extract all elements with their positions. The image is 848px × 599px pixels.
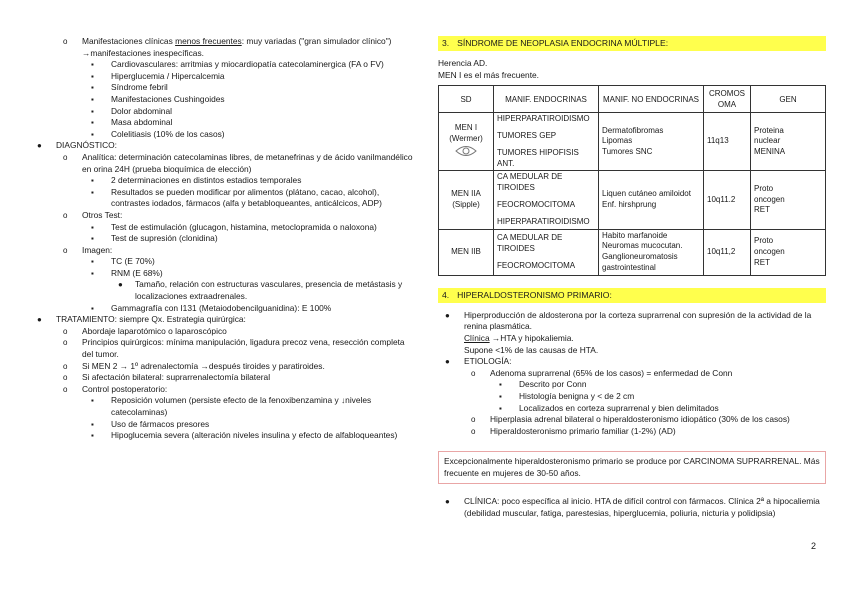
bullet-square: ▪ (91, 396, 94, 406)
endo-cell: CA MEDULAR DE TIROIDES FEOCROMOCITOMA HIPERPARATIROIDISMO (494, 171, 599, 229)
sd-cell: MEN I (Wermer) (439, 113, 494, 171)
bullet-circle: o (63, 384, 68, 394)
list-item: ▪ RNM (E 68%) (91, 267, 163, 278)
noendo-cell: Dermatofibromas Lipomas Tumores SNC (599, 113, 704, 171)
list-item: ▪ Síndrome febril (91, 82, 168, 93)
bullet-circle: o (471, 368, 476, 378)
col-header: MANIF. ENDOCRINAS (494, 86, 599, 113)
bullet-square: ▪ (499, 380, 502, 390)
bullet-dot: ● (37, 141, 42, 151)
list-item: o Si MEN 2 → 1º adrenalectomía →después tiroides y paratiroides. (63, 360, 325, 371)
bullet-circle: o (471, 415, 476, 425)
endo-cell: HIPERPARATIROIDISMO TUMORES GEP TUMORES HIPOFISIS ANT. (494, 113, 599, 171)
bullet-square: ▪ (91, 71, 94, 81)
list-item: ▪ Descrito por Conn (499, 379, 587, 390)
bullet-square: ▪ (91, 268, 94, 278)
bullet-square: ▪ (91, 83, 94, 93)
list-item: o Abordaje laparotómico o laparoscópico (63, 325, 227, 336)
bullet-circle: o (63, 373, 68, 383)
gen-cell: Proteina nuclear MENINA (751, 113, 826, 171)
bullet-circle: o (63, 152, 68, 162)
list-item: ● CLÍNICA: poco específica al inicio. HTA de difícil control con fármacos. Clínica 2ª a hipocaliemia (debilidad muscular, fatiga, parestesias, hiperglucemia, poliuria, nicturia y polidipsia) (445, 496, 820, 519)
bullet-square: ▪ (91, 60, 94, 70)
bullet-square: ▪ (91, 129, 94, 139)
bullet-square: ▪ (499, 403, 502, 413)
bullet-circle: o (63, 210, 68, 220)
list-item: ▪ Resultados se pueden modificar por alimentos (plátano, cacao, alcohol), contrastes iodados, fármacos (alfa y betabloqueantes, anticálcicos, ADP) (91, 186, 382, 209)
men1-frequency-text: MEN I es el más frecuente. (438, 69, 540, 80)
bullet-dot: ● (445, 310, 450, 320)
list-item: ▪ Uso de fármacos presores (91, 418, 210, 429)
bullet-square: ▪ (91, 94, 94, 104)
list-item: ● Tamaño, relación con estructuras vasculares, presencia de metástasis y localizaciones extraadrenales. (118, 279, 403, 302)
bullet-dot: ● (118, 280, 123, 290)
herencia-text: Herencia AD. (438, 58, 488, 68)
list-item: o Si afectación bilateral: suprarrenalectomía bilateral (63, 372, 271, 383)
col-header: CROMOSOMA (704, 86, 751, 113)
bullet-circle: o (63, 361, 68, 371)
bullet-circle: o (63, 326, 68, 336)
tratamiento-heading: ● TRATAMIENTO: siempre Qx. Estrategia quirúrgica: (37, 314, 246, 325)
bullet-dot: ● (445, 497, 450, 507)
bullet-square: ▪ (91, 419, 94, 429)
list-item: ▪ TC (E 70%) (91, 256, 155, 267)
cromo-cell: 10q11,2 (704, 229, 751, 275)
manif-underlined: menos frecuentes (175, 36, 242, 46)
list-item: o Analítica: determinación catecolaminas libres, de metanefrinas y de ácido vanilmandélico en orina 24H (prueba bioquímica de elección) (63, 151, 413, 174)
table-row (439, 113, 826, 171)
section-3-heading: 3. SÍNDROME DE NEOPLASIA ENDOCRINA MÚLTIPLE: (438, 36, 826, 51)
sd-cell: MEN IIB (439, 229, 494, 275)
list-item: ▪ Hiperglucemia / Hipercalcemia (91, 70, 225, 81)
eye-icon (455, 145, 477, 161)
bullet-dot: ● (37, 315, 42, 325)
bullet-square: ▪ (91, 187, 94, 197)
cromo-cell: 11q13 (704, 113, 751, 171)
bullet-circle: o (63, 245, 68, 255)
col-header: GEN (751, 86, 826, 113)
list-item: ▪ 2 determinaciones en distintos estadios temporales (91, 175, 302, 186)
list-item: ▪ Dolor abdominal (91, 105, 172, 116)
bullet-square: ▪ (91, 257, 94, 267)
list-item: o Principios quirúrgicos: mínima manipulación, ligadura precoz vena, resección completa del tumor. (63, 337, 405, 360)
sd-cell: MEN IIA (Sipple) (439, 171, 494, 229)
col-header: SD (439, 86, 494, 113)
page-number: 2 (810, 541, 816, 551)
table-row (439, 171, 826, 229)
bullet-square: ▪ (91, 176, 94, 186)
bullet-circle: o (63, 37, 68, 46)
list-item: o Adenoma suprarrenal (65% de los casos) = enfermedad de Conn (471, 367, 733, 378)
noendo-cell: Liquen cutáneo amiloidot Enf. hirshprung (599, 171, 704, 229)
cromo-cell: 10q11.2 (704, 171, 751, 229)
bullet-square: ▪ (91, 118, 94, 128)
list-item: ▪ Colelitiasis (10% de los casos) (91, 128, 225, 139)
list-item: ● ETIOLOGÍA: (445, 356, 512, 367)
bullet-square: ▪ (91, 431, 94, 441)
manif-item: o Manifestaciones clínicas menos frecuentes: muy variadas ("gran simulador clínico") →manifestaciones inespecíficas. (63, 36, 392, 58)
list-item: ▪ Reposición volumen (persiste efecto de la fenoxibenzamina y ↓niveles catecolaminas) (91, 395, 372, 417)
bullet-circle: o (63, 338, 68, 348)
table-row (439, 229, 826, 275)
list-item: ▪ Cardiovasculares: arritmias y miocardiopatía catecolaminergica (FA o FV) (91, 59, 384, 70)
col-header: MANIF. NO ENDOCRINAS (599, 86, 704, 113)
right-column (438, 36, 826, 520)
list-item: ▪ Manifestaciones Cushingoides (91, 93, 225, 104)
noendo-cell: Habito marfanoide Neuromas mucocutan. Ganglioneuromatosis gastrointestinal (599, 229, 704, 275)
bullet-square: ▪ (91, 234, 94, 244)
bullet-square: ▪ (499, 391, 502, 401)
bullet-square: ▪ (91, 222, 94, 232)
endo-cell: CA MEDULAR DE TIROIDES FEOCROMOCITOMA (494, 229, 599, 275)
list-item: ▪ Localizados en corteza suprarrenal y bien delimitados (499, 402, 719, 413)
list-item: ▪ Hipoglucemia severa (alteración niveles insulina y efecto de alfabloqueantes) (91, 430, 398, 441)
bullet-circle: o (471, 426, 476, 436)
list-item: ▪ Histología benigna y < de 2 cm (499, 390, 635, 401)
men-table (438, 85, 826, 276)
bullet-square: ▪ (91, 106, 94, 116)
list-item: ● Hiperproducción de aldosterona por la corteza suprarrenal con supresión de la actividad de la renina plasmática. Clínica →HTA y hipokaliemia. Supone <1% de las causas de HTA. (445, 309, 812, 355)
list-item: o Hiperplasia adrenal bilateral o hiperaldosteronismo idiopático (30% de los casos) (471, 414, 790, 425)
list-item: ▪ Test de supresión (clonidina) (91, 233, 218, 244)
list-item: o Imagen: (63, 244, 113, 255)
list-item: ▪ Masa abdominal (91, 117, 173, 128)
highlight-box: Excepcionalmente hiperaldosteronismo primario se produce por CARCINOMA SUPRARRENAL. Más frecuente en mujeres de 30-50 años. (438, 451, 826, 484)
gen-cell: Proto oncogen RET (751, 229, 826, 275)
bullet-dot: ● (445, 357, 450, 367)
list-item: o Control postoperatorio: (63, 383, 168, 394)
left-column (30, 36, 418, 442)
bullet-square: ▪ (91, 303, 94, 313)
table-header-row (439, 86, 826, 113)
gen-cell: Proto oncogen RET (751, 171, 826, 229)
list-item: ▪ Gammagrafía con I131 (Metaiodobencilguanidina): E 100% (91, 302, 332, 313)
section-4-heading: 4. HIPERALDOSTERONISMO PRIMARIO: (438, 288, 826, 303)
list-item: ▪ Test de estimulación (glucagon, histamina, metoclopramida o naloxona) (91, 221, 377, 232)
list-item: o Otros Test: (63, 209, 123, 220)
list-item: o Hiperaldosteronismo primario familiar (1-2%) (AD) (471, 425, 676, 436)
diagnostico-heading: ● DIAGNÓSTICO: (37, 140, 117, 151)
